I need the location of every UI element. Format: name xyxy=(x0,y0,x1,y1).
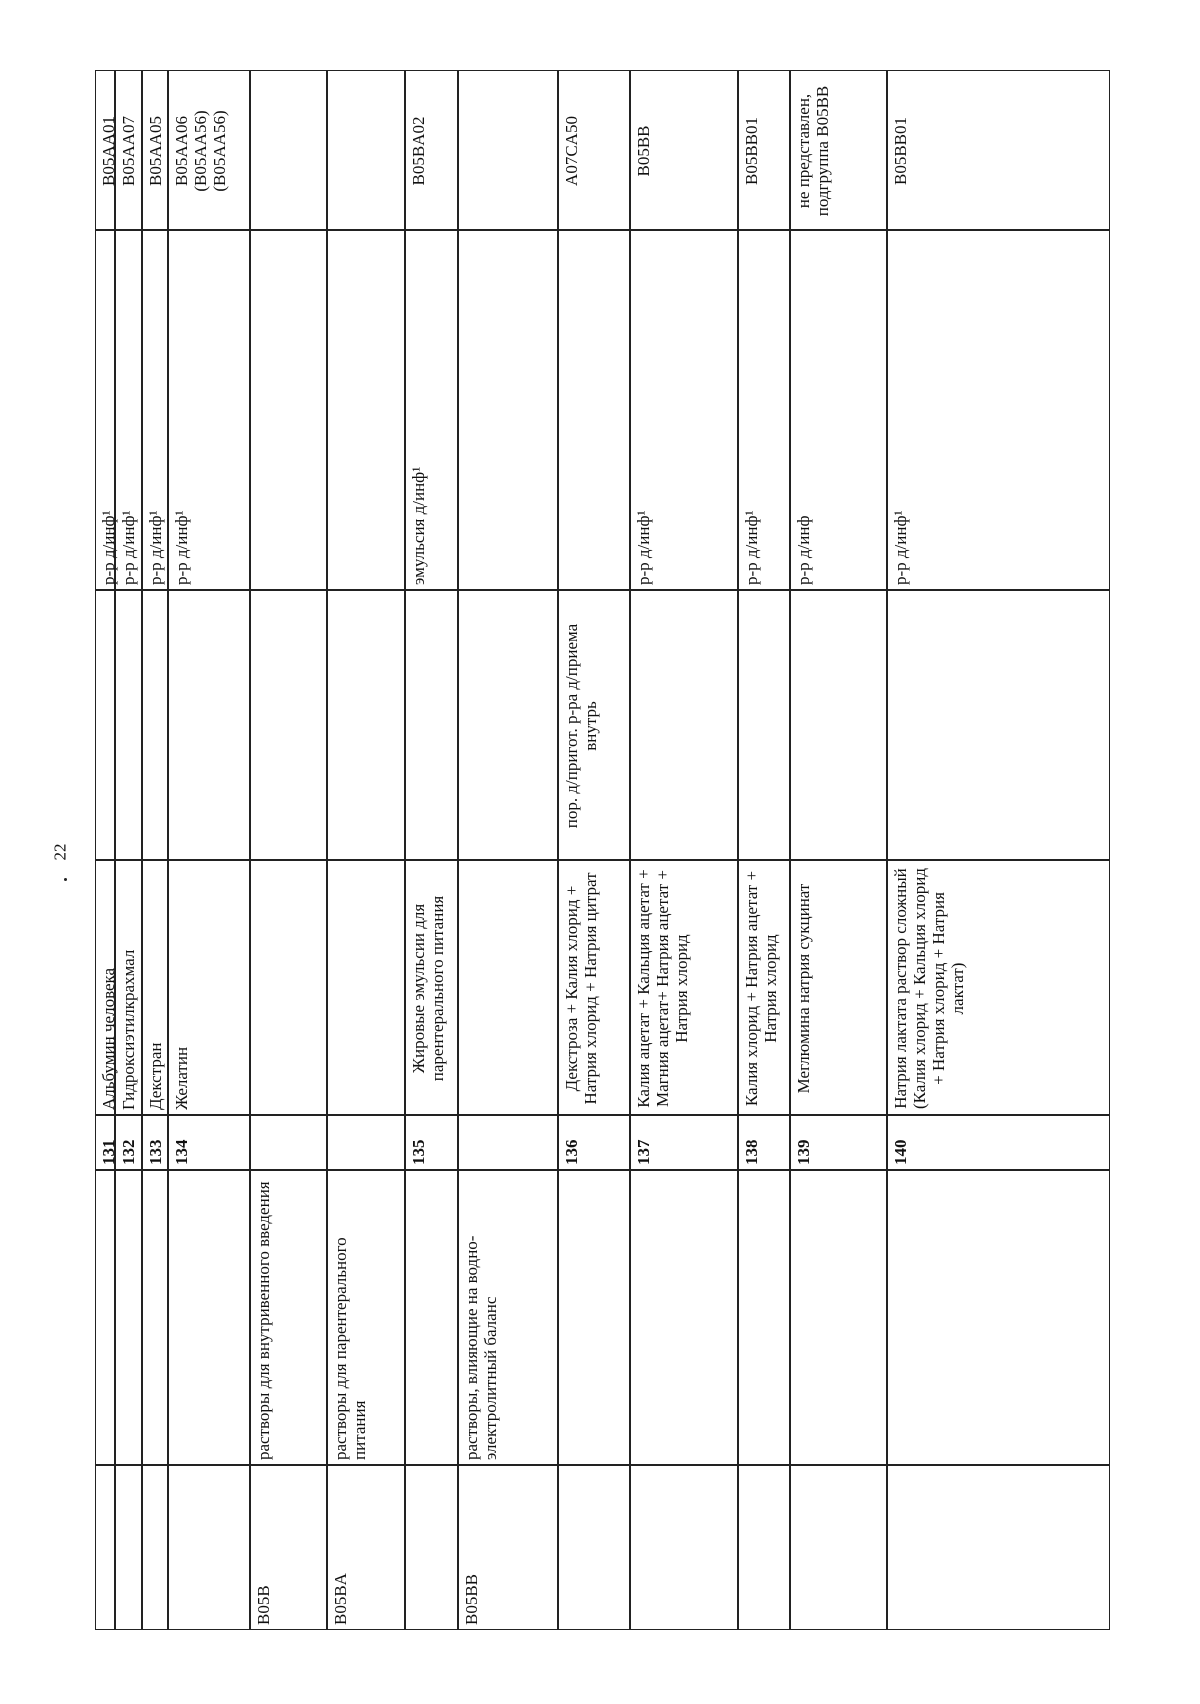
row-8-drug xyxy=(558,860,630,1115)
row-7-form1 xyxy=(458,590,558,860)
drug-table xyxy=(95,70,1110,1630)
row-11-atc-group-text xyxy=(791,1466,888,1631)
row-1-atc-group xyxy=(115,1465,142,1630)
row-11-drug xyxy=(790,860,887,1115)
row-11-num xyxy=(790,1115,887,1170)
row-12-form2 xyxy=(887,230,1110,590)
row-10-group-name xyxy=(738,1170,790,1465)
row-6-form2-text: эмульсия д/инф¹ xyxy=(409,466,428,585)
row-6-group-name xyxy=(405,1170,458,1465)
row-10-drug-text: Калия хлорид + Натрия ацетат + Натрия хлорид xyxy=(742,870,781,1107)
row-6-num xyxy=(405,1115,458,1170)
row-2-form2-text: р-р д/инф¹ xyxy=(146,510,165,585)
row-6-atc-group xyxy=(405,1465,458,1630)
row-11-form1-text xyxy=(791,591,888,861)
row-12-num-text: 140 xyxy=(891,1139,910,1165)
row-12-form1-text xyxy=(888,591,1111,861)
row-3-group-name xyxy=(168,1170,250,1465)
row-6-atc-group-text xyxy=(406,1466,459,1631)
row-7-group-name-text: растворы, влияющие на водно-электролитный баланс xyxy=(462,1235,501,1460)
row-10-atc-group-text xyxy=(739,1466,791,1631)
row-11-drug-text: Меглюмина натрия сукцинат xyxy=(794,883,813,1094)
row-12-drug-text: Натрия лактата раствор сложный (Калия хлорид + Кальция хлорид + Натрия хлорид + Натрия лактат) xyxy=(891,868,968,1109)
row-7-form1-text xyxy=(459,591,559,861)
row-7-atc xyxy=(458,70,558,230)
row-3-group-name-text xyxy=(169,1171,251,1466)
row-10-group-name-text xyxy=(739,1171,791,1466)
row-0-form2 xyxy=(95,230,118,590)
row-3-atc-group-text xyxy=(169,1466,251,1631)
row-10-form1 xyxy=(738,590,790,860)
row-1-group-name-text xyxy=(116,1171,143,1466)
row-8-atc-text: A07CA50 xyxy=(562,116,581,186)
row-5-form1 xyxy=(327,590,405,860)
row-12-form2-text: р-р д/инф¹ xyxy=(891,510,910,585)
row-3-atc-text: B05AA06 (B05AA56) (B05AA56) xyxy=(172,110,230,192)
row-9-atc-text: B05BB xyxy=(634,125,653,177)
row-9-atc xyxy=(630,70,738,230)
row-4-num-text xyxy=(251,1116,328,1171)
row-7-atc-group-text: B05BB xyxy=(462,1573,481,1625)
row-1-num xyxy=(115,1115,142,1170)
row-2-group-name-text xyxy=(143,1171,169,1466)
row-11-num-text: 139 xyxy=(794,1139,813,1165)
row-4-atc xyxy=(250,70,327,230)
row-11-atc-group xyxy=(790,1465,887,1630)
row-9-atc-group xyxy=(630,1465,738,1630)
row-4-form2-text xyxy=(251,231,328,591)
row-8-form1-text: пор. д/пригот. р-ра д/приема внутрь xyxy=(562,623,601,829)
row-1-atc-group-text xyxy=(116,1466,143,1631)
page-number: 22 xyxy=(50,843,70,861)
row-8-num-text: 136 xyxy=(562,1139,581,1165)
row-2-num xyxy=(142,1115,168,1170)
row-12-atc-text: B05BB01 xyxy=(891,116,910,186)
row-6-group-name-text xyxy=(406,1171,459,1466)
row-4-num xyxy=(250,1115,327,1170)
row-3-form1-text xyxy=(169,591,251,861)
row-7-drug-text xyxy=(459,861,559,1116)
row-3-atc xyxy=(168,70,250,230)
row-10-form2 xyxy=(738,230,790,590)
row-4-form1-text xyxy=(251,591,328,861)
row-12-drug xyxy=(887,860,1110,1115)
row-4-group-name-text: растворы для внутривенного введения xyxy=(254,1181,273,1460)
row-1-form2 xyxy=(115,230,142,590)
row-9-form1 xyxy=(630,590,738,860)
row-6-form2 xyxy=(405,230,458,590)
row-7-group-name xyxy=(458,1170,558,1465)
row-4-drug-text xyxy=(251,861,328,1116)
row-1-num-text: 132 xyxy=(119,1139,138,1165)
row-0-atc-group xyxy=(95,1465,115,1630)
row-0-atc-group-text xyxy=(96,1466,116,1631)
row-6-drug xyxy=(405,860,458,1115)
row-8-num xyxy=(558,1115,630,1170)
row-8-form2-text xyxy=(559,231,631,591)
row-6-drug-text: Жировые эмульсии для парентерального питания xyxy=(409,895,448,1082)
row-12-form1 xyxy=(887,590,1110,860)
row-11-group-name-text xyxy=(791,1171,888,1466)
row-11-form2 xyxy=(790,230,887,590)
row-12-group-name xyxy=(887,1170,1110,1465)
row-1-form2-text: р-р д/инф¹ xyxy=(119,510,138,585)
row-10-atc-text: B05BB01 xyxy=(742,116,761,186)
row-1-drug xyxy=(115,860,142,1115)
row-5-form1-text xyxy=(328,591,406,861)
row-9-atc-group-text xyxy=(631,1466,739,1631)
row-7-form2 xyxy=(458,230,558,590)
row-9-group-name-text xyxy=(631,1171,739,1466)
row-4-atc-group xyxy=(250,1465,327,1630)
row-3-form2 xyxy=(168,230,250,590)
row-4-group-name xyxy=(250,1170,327,1465)
row-5-num-text xyxy=(328,1116,406,1171)
row-5-atc-group-text: B05BA xyxy=(331,1573,350,1625)
row-5-form2-text xyxy=(328,231,406,591)
row-4-atc-group-text: B05B xyxy=(254,1585,273,1625)
row-11-form2-text: р-р д/инф xyxy=(794,515,813,585)
row-0-drug-text: Альбумин человека xyxy=(99,967,118,1110)
row-8-form1 xyxy=(558,590,630,860)
row-12-group-name-text xyxy=(888,1171,1111,1466)
row-6-num-text: 135 xyxy=(409,1139,428,1165)
row-10-drug xyxy=(738,860,790,1115)
row-5-form2 xyxy=(327,230,405,590)
row-2-form2 xyxy=(142,230,168,590)
row-2-drug-text: Декстран xyxy=(146,1042,165,1110)
row-7-form2-text xyxy=(459,231,559,591)
row-12-atc-group xyxy=(887,1465,1110,1630)
row-12-num xyxy=(887,1115,1110,1170)
row-4-form2 xyxy=(250,230,327,590)
row-8-drug-text: Декстроза + Калия хлорид + Натрия хлорид + Натрия цитрат xyxy=(562,872,601,1105)
row-4-form1 xyxy=(250,590,327,860)
row-1-atc xyxy=(115,70,142,230)
row-11-atc xyxy=(790,70,887,230)
row-5-group-name xyxy=(327,1170,405,1465)
row-9-num-text: 137 xyxy=(634,1139,653,1165)
row-10-num-text: 138 xyxy=(742,1139,761,1165)
row-8-form2 xyxy=(558,230,630,590)
row-7-num xyxy=(458,1115,558,1170)
row-7-num-text xyxy=(459,1116,559,1171)
row-5-num xyxy=(327,1115,405,1170)
row-0-group-name xyxy=(95,1170,115,1465)
row-8-group-name xyxy=(558,1170,630,1465)
row-4-drug xyxy=(250,860,327,1115)
row-11-atc-text: не представлен, подгруппа B05BB xyxy=(794,85,833,217)
row-1-form1-text xyxy=(116,591,143,861)
row-0-form1 xyxy=(95,590,115,860)
row-9-form2 xyxy=(630,230,738,590)
row-8-group-name-text xyxy=(559,1171,631,1466)
row-10-form2-text: р-р д/инф¹ xyxy=(742,510,761,585)
row-9-form1-text xyxy=(631,591,739,861)
row-2-atc-text: B05AA05 xyxy=(146,116,165,186)
row-11-group-name xyxy=(790,1170,887,1465)
row-5-drug-text xyxy=(328,861,406,1116)
row-3-form1 xyxy=(168,590,250,860)
row-6-form1-text xyxy=(406,591,459,861)
row-0-group-name-text xyxy=(96,1171,116,1466)
row-12-atc-group-text xyxy=(888,1466,1111,1631)
row-0-drug xyxy=(95,860,118,1115)
row-1-group-name xyxy=(115,1170,142,1465)
row-0-num-text: 131 xyxy=(99,1139,118,1165)
row-9-num xyxy=(630,1115,738,1170)
row-9-group-name xyxy=(630,1170,738,1465)
row-0-form2-text: р-р д/инф¹ xyxy=(99,510,118,585)
row-0-atc xyxy=(95,70,118,230)
row-0-atc-text: B05AA01 xyxy=(99,116,118,186)
row-0-num xyxy=(95,1115,118,1170)
row-3-atc-group xyxy=(168,1465,250,1630)
row-2-drug xyxy=(142,860,168,1115)
row-3-drug-text: Желатин xyxy=(172,1046,191,1110)
row-7-drug xyxy=(458,860,558,1115)
row-3-drug xyxy=(168,860,250,1115)
row-1-atc-text: B05AA07 xyxy=(119,116,138,186)
row-4-atc-text xyxy=(251,71,328,231)
row-10-atc-group xyxy=(738,1465,790,1630)
row-7-atc-text xyxy=(459,71,559,231)
row-9-drug-text: Калия ацетат + Кальция ацетат + Магния ацетат+ Натрия ацетат + Натрия хлорид xyxy=(634,869,692,1108)
row-1-form1 xyxy=(115,590,142,860)
row-2-atc xyxy=(142,70,168,230)
row-2-atc-group-text xyxy=(143,1466,169,1631)
row-10-form1-text xyxy=(739,591,791,861)
row-9-form2-text: р-р д/инф¹ xyxy=(634,510,653,585)
row-3-num xyxy=(168,1115,250,1170)
row-8-atc-group-text xyxy=(559,1466,631,1631)
row-2-atc-group xyxy=(142,1465,168,1630)
row-1-drug-text: Гидроксиэтилкрахмал xyxy=(119,949,138,1110)
row-5-atc-text xyxy=(328,71,406,231)
row-2-num-text: 133 xyxy=(146,1139,165,1165)
row-8-atc-group xyxy=(558,1465,630,1630)
row-5-atc xyxy=(327,70,405,230)
row-2-group-name xyxy=(142,1170,168,1465)
row-10-num xyxy=(738,1115,790,1170)
row-10-atc xyxy=(738,70,790,230)
row-2-form1 xyxy=(142,590,168,860)
row-3-form2-text: р-р д/инф¹ xyxy=(172,510,191,585)
scan-dot xyxy=(64,878,67,881)
row-5-group-name-text: растворы для парентерального питания xyxy=(331,1237,370,1460)
row-6-atc xyxy=(405,70,458,230)
row-11-form1 xyxy=(790,590,887,860)
row-9-drug xyxy=(630,860,738,1115)
row-8-atc xyxy=(558,70,630,230)
row-3-num-text: 134 xyxy=(172,1139,191,1165)
row-5-atc-group xyxy=(327,1465,405,1630)
row-5-drug xyxy=(327,860,405,1115)
row-12-atc xyxy=(887,70,1110,230)
row-0-form1-text xyxy=(96,591,116,861)
row-2-form1-text xyxy=(143,591,169,861)
row-6-atc-text: B05BA02 xyxy=(409,116,428,186)
row-7-atc-group xyxy=(458,1465,558,1630)
row-6-form1 xyxy=(405,590,458,860)
